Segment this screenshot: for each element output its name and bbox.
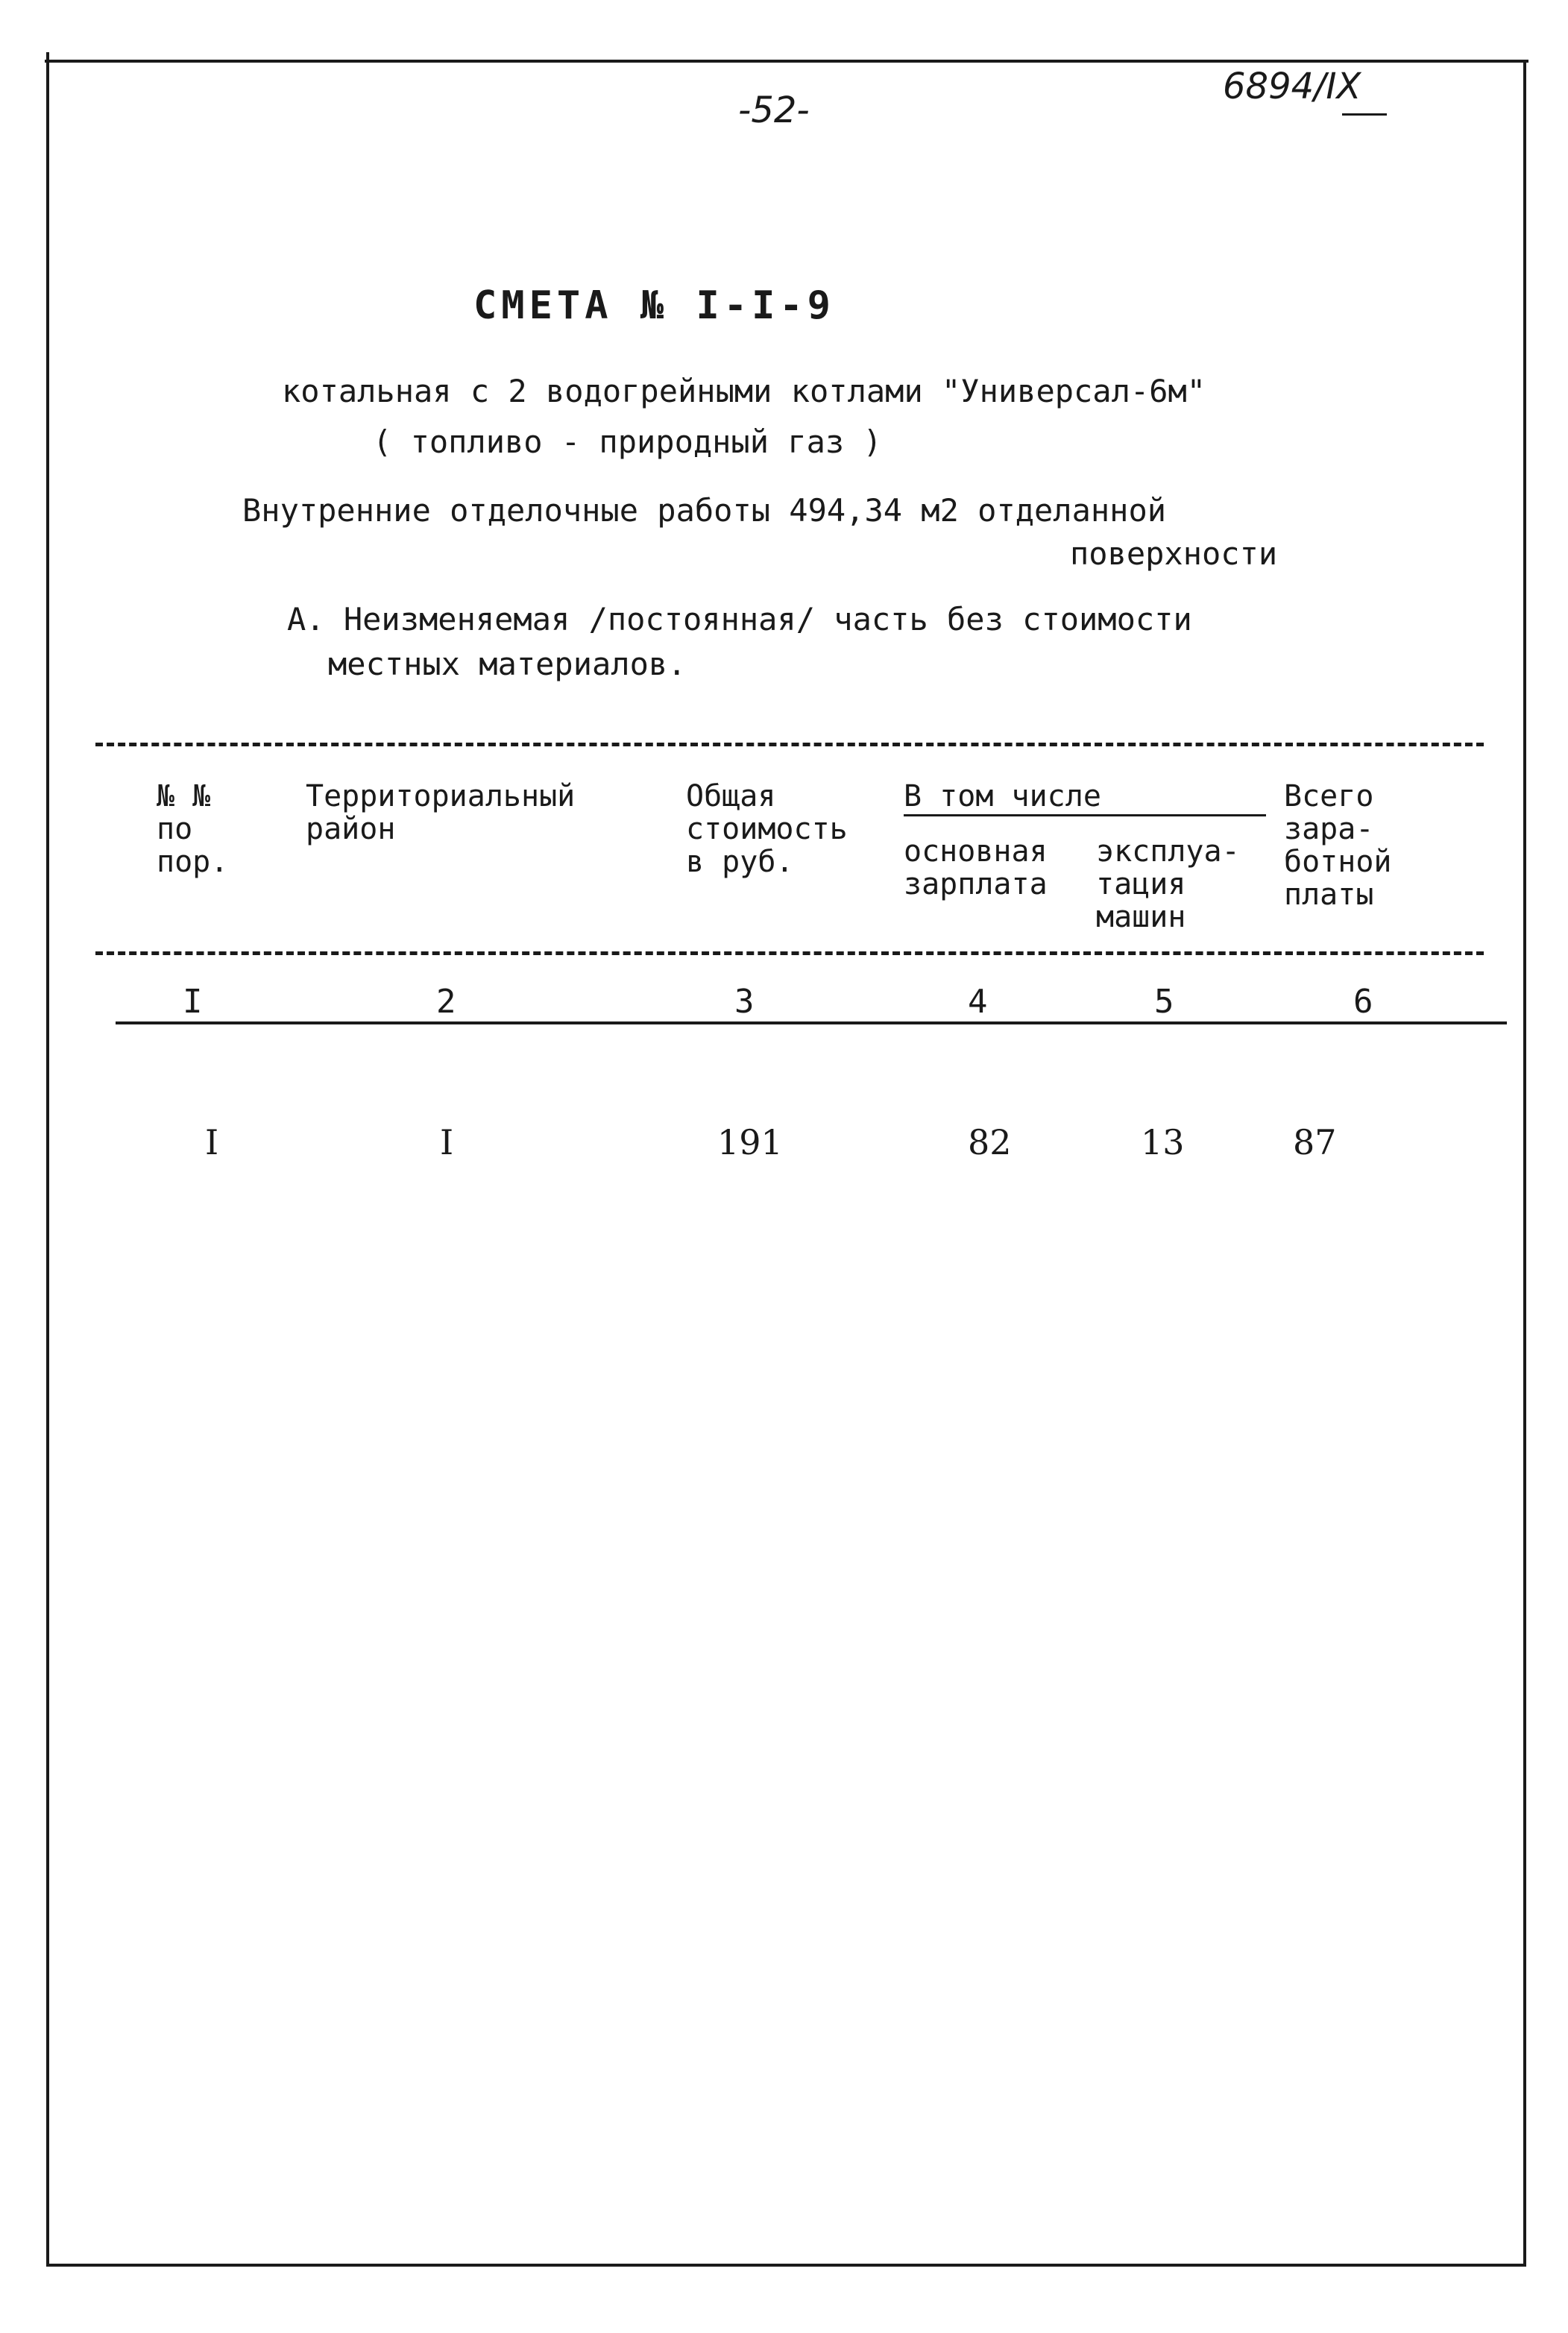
cell-basic-salary: 82 [968,1122,1012,1162]
cell-territorial-region: I [440,1122,454,1162]
archive-number-underline [1342,113,1387,116]
estimate-title: СМЕТА № I-I-9 [473,283,835,328]
work-description-line-1: Внутренние отделочные работы 494,34 м2 отделанной [242,492,1167,529]
frame-right-border [1523,61,1526,2267]
header-row-number: № № по пор. [157,779,229,879]
header-including-group: В том числе [904,779,1101,813]
column-number-1: I [183,983,203,1021]
table-top-dashed-rule [95,743,1484,746]
cell-total-cost: 191 [717,1122,783,1162]
cell-row-number: I [205,1122,219,1162]
frame-bottom-border [46,2264,1526,2267]
header-territorial-region: Территориальный район [306,779,576,846]
header-machine-operation: эксплуа- тация машин [1096,834,1240,934]
header-total-cost: Общая стоимость в руб. [686,779,848,879]
column-numbers-solid-rule [116,1021,1507,1024]
column-number-2: 2 [436,983,456,1021]
archive-number: 6894/IX [1223,66,1361,107]
cell-total-wages: 87 [1293,1122,1337,1162]
page-number: -52- [738,89,810,131]
subtitle-line-2: ( топливо - природный газ ) [373,424,882,460]
frame-left-border [46,52,49,2267]
section-heading-line-2: местных материалов. [328,646,687,682]
header-basic-salary: основная зарплата [904,834,1048,901]
work-description-line-2: поверхности [1070,535,1278,572]
frame-top-border [45,60,1528,63]
table-header-dashed-rule [95,951,1484,955]
cell-machine-operation: 13 [1141,1122,1185,1162]
section-heading-line-1: А. Неизменяемая /постоянная/ часть без стоимости [287,601,1192,637]
header-group-underline [904,814,1266,816]
header-total-wages: Всего зара- ботной платы [1284,779,1392,912]
column-number-4: 4 [968,983,988,1021]
column-number-3: 3 [734,983,755,1021]
column-number-6: 6 [1353,983,1373,1021]
column-number-5: 5 [1154,983,1174,1021]
subtitle-line-1: котальная с 2 водогрейными котлами "Универсал-6м" [282,373,1206,409]
